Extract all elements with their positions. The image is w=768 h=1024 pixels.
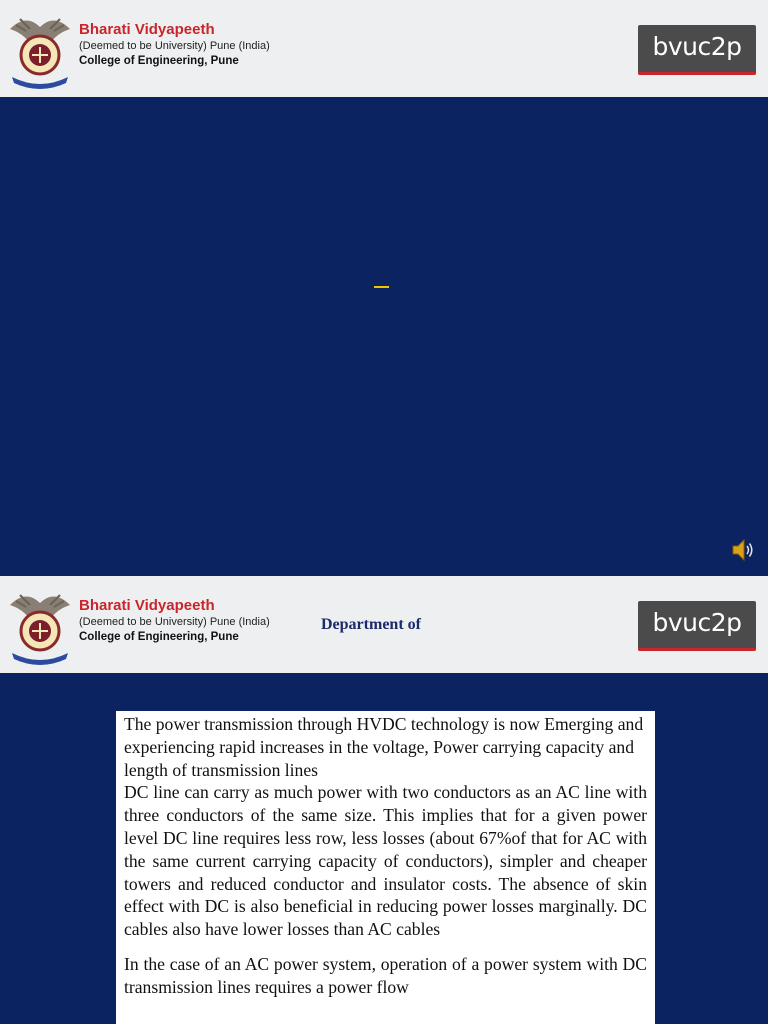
slide-2	[0, 576, 768, 1024]
organization-block	[79, 22, 270, 68]
brand-logo-text: bvuc2p	[652, 32, 742, 61]
slide-header	[0, 576, 768, 673]
paragraph-intro: The power transmission through HVDC technology is now Emerging and experiencing rapid increases in the voltage, Power carrying capacity and length of transmission lines	[124, 714, 644, 780]
org-name: Bharati Vidyapeeth	[79, 597, 215, 614]
org-college: College of Engineering, Pune	[79, 631, 239, 643]
org-name: Bharati Vidyapeeth	[79, 21, 215, 38]
brand-logo	[638, 601, 756, 651]
brand-logo-text: bvuc2p	[652, 608, 742, 637]
org-college: College of Engineering, Pune	[79, 55, 239, 67]
brand-logo	[638, 25, 756, 75]
department-title: Department of	[321, 616, 421, 633]
content-text-box	[116, 711, 655, 1024]
brand-logo-accent	[638, 648, 756, 651]
org-subtitle: (Deemed to be University) Pune (India)	[79, 40, 270, 52]
brand-logo-accent	[638, 72, 756, 75]
emblem-eagle-logo	[6, 587, 74, 665]
speaker-icon[interactable]	[731, 537, 755, 563]
paragraph-dc-advantages: DC line can carry as much power with two conductors as an AC line with three conductors of the same size. This implies that for a given power level DC line requires less row, less losses (about 67%of that for AC with the same current carrying capacity of conductors), simpler and cheaper towers and reduced conductor and insulator costs. The absence of skin effect with DC is also beneficial in reducing power losses marginally. DC cables also have lower losses than AC cables	[124, 782, 647, 940]
slide-header	[0, 0, 768, 97]
organization-block	[79, 598, 270, 644]
text-cursor-mark	[374, 286, 389, 288]
emblem-eagle-logo	[6, 11, 74, 89]
org-subtitle: (Deemed to be University) Pune (India)	[79, 616, 270, 628]
paragraph-ac-system: In the case of an AC power system, operation of a power system with DC transmission lines requires a power flow	[124, 953, 647, 997]
